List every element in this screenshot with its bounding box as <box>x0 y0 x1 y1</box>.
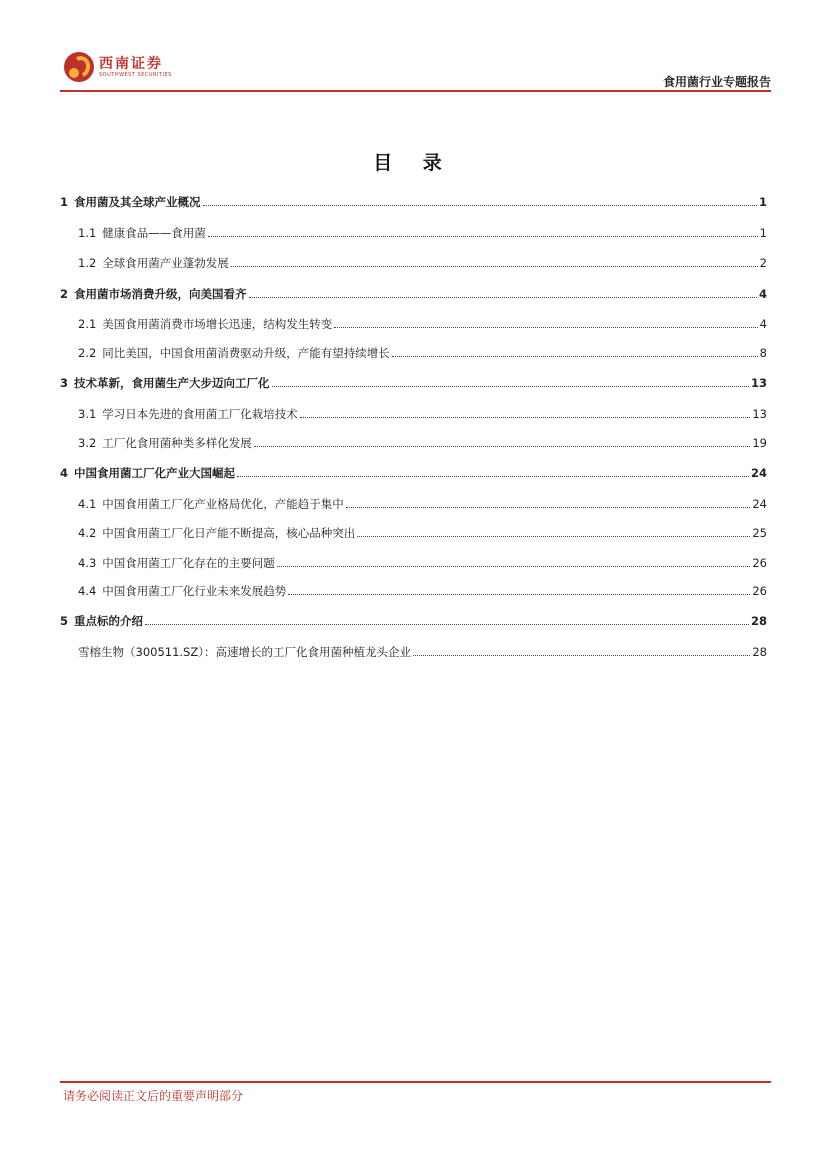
toc-entry-1-2[interactable]: 1.2 全球食用菌产业蓬勃发展 2 <box>78 256 767 270</box>
toc-entry-5[interactable]: 5 重点标的介绍 28 <box>60 614 767 628</box>
logo-chinese-name: 西南证券 <box>99 55 163 72</box>
toc-entry-2-1[interactable]: 2.1 美国食用菌消费市场增长迅速，结构发生转变 4 <box>78 317 767 331</box>
toc-title: 目 录 <box>373 152 454 174</box>
toc-entry-1[interactable]: 1 食用菌及其全球产业概况 1 <box>60 195 767 209</box>
toc-entry-5-company[interactable]: 雪榕生物（300511.SZ）：高速增长的工厂化食用菌种植龙头企业 28 <box>78 645 767 659</box>
toc-entry-4-2[interactable]: 4.2 中国食用菌工厂化日产能不断提高，核心品种突出 25 <box>78 526 767 540</box>
toc-entry-3[interactable]: 3 技术革新，食用菌生产大步迈向工厂化 13 <box>60 376 767 390</box>
toc-entry-2[interactable]: 2 食用菌市场消费升级，向美国看齐 4 <box>60 287 767 301</box>
logo-emblem-icon <box>64 52 94 82</box>
toc-entry-4-4[interactable]: 4.4 中国食用菌工厂化行业未来发展趋势 26 <box>78 584 767 598</box>
toc-entry-3-2[interactable]: 3.2 工厂化食用菌种类多样化发展 19 <box>78 436 767 450</box>
toc-entry-1-1[interactable]: 1.1 健康食品——食用菌 1 <box>78 226 767 240</box>
footer-disclaimer: 请务必阅读正文后的重要声明部分 <box>63 1089 244 1103</box>
page-header <box>60 46 771 92</box>
report-type-label: 食用菌行业专题报告 <box>662 75 771 89</box>
footer-divider <box>60 1081 771 1083</box>
logo-english-name: SOUTHWEST SECURITIES <box>99 71 172 78</box>
toc-entry-4-3[interactable]: 4.3 中国食用菌工厂化存在的主要问题 26 <box>78 556 767 570</box>
header-divider <box>60 90 771 92</box>
toc-entry-3-1[interactable]: 3.1 学习日本先进的食用菌工厂化栽培技术 13 <box>78 407 767 421</box>
toc-entry-2-2[interactable]: 2.2 同比美国，中国食用菌消费驱动升级，产能有望持续增长 8 <box>78 346 767 360</box>
toc-entry-4[interactable]: 4 中国食用菌工厂化产业大国崛起 24 <box>60 466 767 480</box>
company-logo <box>64 50 172 84</box>
toc-entry-4-1[interactable]: 4.1 中国食用菌工厂化产业格局优化，产能趋于集中 24 <box>78 497 767 511</box>
